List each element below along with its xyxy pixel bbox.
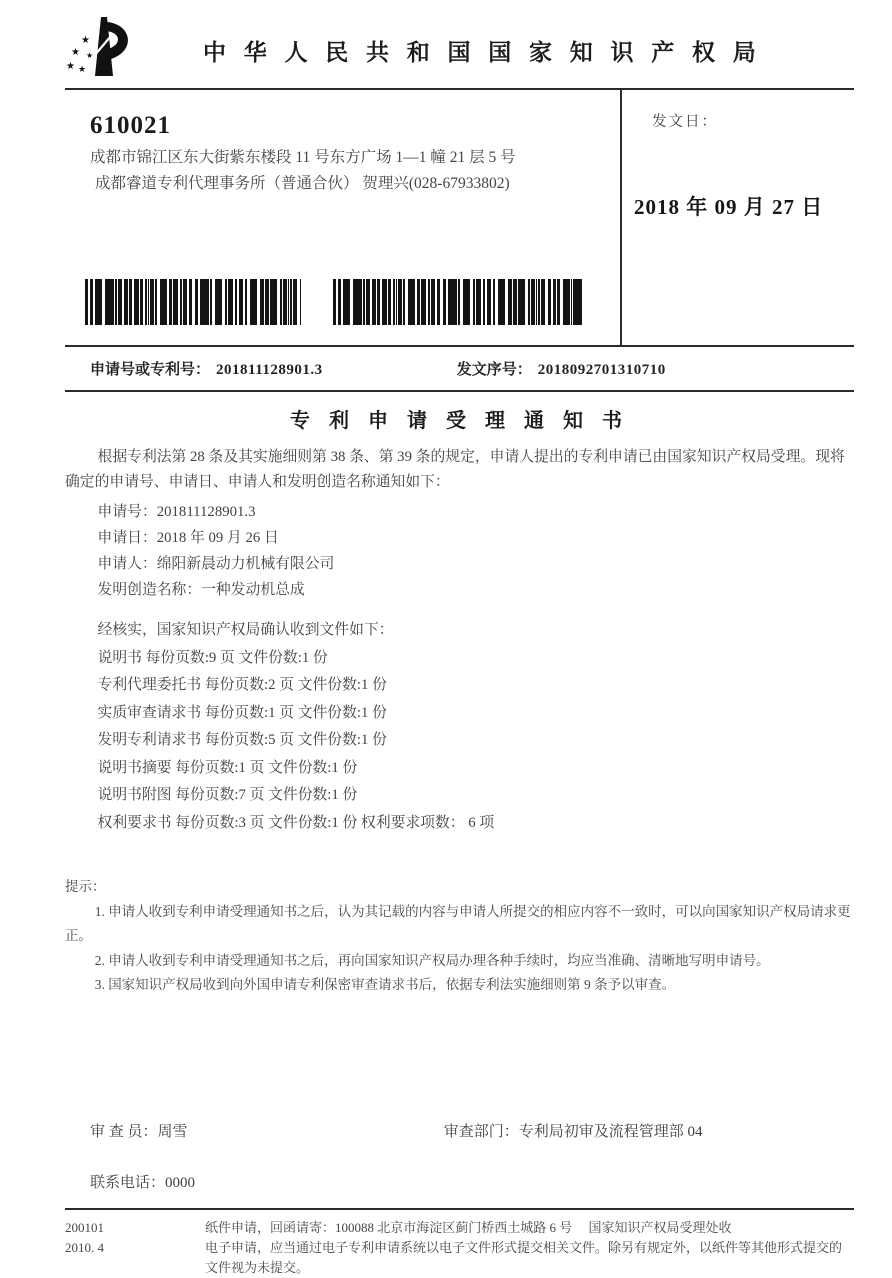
received-doc-item: 说明书摘要 每份页数:1 页 文件份数:1 份 [97,759,358,776]
received-doc-item: 实质审查请求书 每份页数:1 页 文件份数:1 份 [97,704,387,721]
phone-value: 0000 [165,1174,196,1191]
department-name: 专利局初审及流程管理部 04 [518,1123,703,1140]
star-icon: ★ [71,47,80,58]
cnipa-logo-icon [65,14,145,86]
star-icon: ★ [81,35,90,46]
postal-code: 610021 [90,112,171,139]
tip-item-1: 1. 申请人收到专利申请受理通知书之后，认为其记载的内容与申请人所提交的相应内容不一致时，可以向国家知识产权局请求更正。 [65,903,851,943]
star-icon: ★ [78,64,87,74]
phone-label: 联系电话： [90,1174,166,1191]
received-intro: 经核实，国家知识产权局确认收到文件如下： [97,622,394,638]
dispatch-date-value: 2018 年 09 月 27 日 [634,195,824,219]
footer-block [65,1218,854,1278]
barcode-serial-number [333,279,583,325]
received-doc-item: 权利要求书 每份页数:3 页 文件份数:1 份 权利要求项数： 6 项 [97,814,495,831]
serial-number-field [457,358,854,379]
application-details [65,499,854,603]
serial-number-value: 2018092701310710 [537,362,666,378]
recipient-dispatch-section [65,90,854,347]
department-field [444,1120,854,1141]
received-doc-item: 专利代理委托书 每份页数:2 页 文件份数:1 份 [97,677,387,693]
office-name-title: 中 华 人 民 共 和 国 国 家 知 识 产 权 局 [203,39,762,65]
department-label: 审查部门： [443,1123,519,1140]
footer-form-codes [65,1218,205,1278]
recipient-block [65,90,620,345]
examiner-name: 周雪 [157,1123,188,1140]
tips-block [65,875,854,998]
footer-code-line1: 200101 [65,1219,104,1235]
application-number-value: 201811128901.3 [216,362,323,378]
star-icon: ★ [86,51,94,60]
application-number-field [90,358,457,379]
footer-electronic-instruction: 电子申请，应当通过电子专利申请系统以电子文件形式提交相关文件。除另有规定外，以纸件等其他形式提交的文件视为未提交。 [205,1239,843,1275]
detail-applicant: 申请人：绵阳新晨动力机械有限公司 [97,556,335,572]
notice-title: 专 利 申 请 受 理 通 知 书 [290,410,629,432]
serial-number-label: 发文序号： [456,362,532,378]
dispatch-date-label: 发文日： [652,114,718,130]
dispatch-date-box [620,90,854,345]
tip-item-2: 2. 申请人收到专利申请受理通知书之后，再向国家知识产权局办理各种手续时，均应当准确、清晰地写明申请号。 [94,952,770,968]
footer-paper-instruction: 纸件申请，回函请寄：100088 北京市海淀区蓟门桥西土城路 6 号 国家知识产权局受理处收 [205,1219,732,1235]
application-number-label: 申请号或专利号： [90,362,211,378]
recipient-agency: 成都睿道专利代理事务所（普通合伙） 贺理兴(028-67933802) [95,175,510,192]
examiner-label: 审 查 员： [90,1123,158,1140]
detail-application-date: 申请日：2018 年 09 月 26 日 [97,530,279,546]
footer-code-line2: 2010. 4 [65,1239,104,1255]
footer-instructions [205,1218,854,1278]
barcode-application-number [85,279,301,325]
received-doc-item: 说明书 每份页数:9 页 文件份数:1 份 [97,649,328,666]
received-doc-item: 说明书附图 每份页数:7 页 文件份数:1 份 [97,787,358,803]
received-doc-item: 发明专利请求书 每份页数:5 页 文件份数:1 份 [97,732,387,748]
received-documents-block [65,617,854,837]
examiner-field [65,1120,444,1141]
barcode-row [85,279,620,325]
contact-phone-field [65,1171,854,1210]
star-icon: ★ [66,61,75,72]
notice-intro-paragraph: 根据专利法第 28 条及其实施细则第 38 条、第 39 条的规定，申请人提出的专利申请已由国家知识产权局受理。现将确定的申请号、申请日、申请人和发明创造名称通知如下： [65,449,845,490]
tips-label: 提示： [65,879,106,894]
recipient-address: 成都市锦江区东大街紫东楼段 11 号东方广场 1—1 幢 21 层 5 号 [90,149,516,166]
detail-invention-title: 发明创造名称：一种发动机总成 [97,582,305,598]
signoff-row [65,1120,854,1141]
tip-item-3: 3. 国家知识产权局收到向外国申请专利保密审查请求书后，依据专利法实施细则第 9 条予以审查。 [94,977,676,992]
reference-number-row [65,347,854,392]
document-header [65,12,854,88]
detail-application-number: 申请号：201811128901.3 [97,504,256,520]
